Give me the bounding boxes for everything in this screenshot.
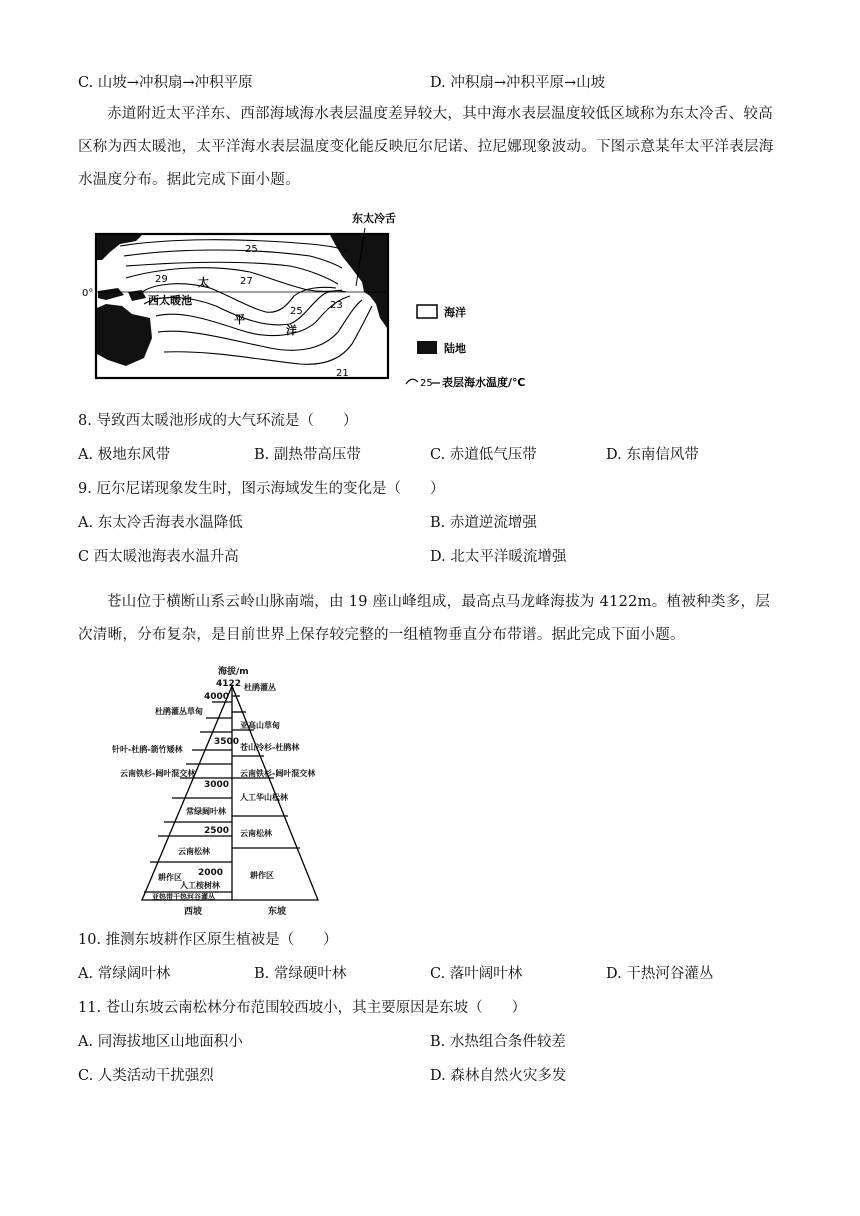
q8-option-a: A. 极地东风带 (78, 447, 171, 463)
q10-option-d: D. 干热河谷灌丛 (606, 966, 714, 982)
legend-isotherm-label: 表层海水温度/℃ (442, 376, 526, 389)
west-zone-8: 亚热带干热河谷灌丛 (152, 893, 215, 901)
q10-option-b: B. 常绿硬叶林 (254, 966, 347, 982)
west-zone-7: 人工桉树林 (180, 881, 220, 890)
east-zone-4: 云南铁杉-阔叶混交林 (240, 769, 316, 778)
q9-option-a: A. 东太冷舌海表水温降低 (78, 515, 243, 531)
isotherm-25-mid-label: 25 (290, 306, 303, 317)
label-cold-tongue: 东太冷舌 (352, 212, 396, 225)
legend-ocean-swatch (417, 305, 437, 318)
q10-stem: 10. 推测东坡耕作区原生植被是（ ） (78, 932, 338, 948)
isotherm-23-label: 23 (330, 300, 343, 311)
q9-option-c: C 西太暖池海表水温升高 (78, 549, 239, 565)
isotherm-29-label: 29 (155, 274, 168, 285)
west-zone-4: 常绿阔叶林 (186, 807, 226, 816)
east-zone-5: 人工华山松林 (240, 793, 288, 802)
elev-2000-label: 2000 (198, 868, 224, 878)
q11-option-a: A. 同海拔地区山地面积小 (78, 1034, 243, 1050)
legend-ocean-label: 海洋 (444, 306, 466, 319)
q11-option-c: C. 人类活动干扰强烈 (78, 1068, 214, 1084)
west-slope-label: 西坡 (184, 907, 203, 917)
q8-option-d: D. 东南信风带 (606, 447, 699, 463)
elev-peak-label: 4122 (216, 679, 242, 689)
label-warm-pool: 西太暖池 (148, 294, 192, 307)
isotherm-21-label: 21 (336, 368, 349, 379)
q11-stem: 11. 苍山东坡云南松林分布范围较西坡小，其主要原因是东坡（ ） (78, 1000, 527, 1016)
q9-stem: 9. 厄尔尼诺现象发生时，图示海域发生的变化是（ ） (78, 481, 445, 497)
east-zone-2: 亚高山草甸 (240, 721, 280, 730)
legend-isotherm-line (406, 379, 418, 384)
east-slope-label: 东坡 (268, 907, 287, 917)
isotherm-27-label: 27 (240, 276, 253, 287)
west-zone-5: 云南松林 (178, 847, 210, 856)
elev-3000-label: 3000 (204, 780, 230, 790)
q9-option-b: B. 赤道逆流增强 (430, 515, 537, 531)
legend-isotherm-value: 25 (420, 378, 433, 389)
east-zone-3: 苍山冷杉-杜鹃林 (240, 743, 300, 752)
east-zone-1: 杜鹃灌丛 (244, 683, 276, 692)
q10-option-c: C. 落叶阔叶林 (430, 966, 523, 982)
cangshan-vegetation-diagram (100, 666, 390, 922)
legend-land-label: 陆地 (444, 342, 466, 355)
q8-option-c: C. 赤道低气压带 (430, 447, 537, 463)
pacific-sst-map (80, 208, 550, 394)
west-zone-6: 耕作区 (158, 873, 182, 882)
q11-option-b: B. 水热组合条件较差 (430, 1034, 566, 1050)
isotherm-25-top-label: 25 (245, 244, 258, 255)
elev-3500-label: 3500 (214, 737, 240, 747)
q8-option-b: B. 副热带高压带 (254, 447, 361, 463)
west-zone-3: 云南铁杉-阔叶混交林 (120, 769, 196, 778)
mountain-profile (142, 686, 318, 900)
q9-option-d: D. 北太平洋暖流增强 (430, 549, 567, 565)
label-tai: 太 (198, 276, 209, 289)
cangshan-intro-paragraph: 苍山位于横断山系云岭山脉南端，由 19 座山峰组成，最高点马龙峰海拔为 4122m。植被种类多，层次清晰，分布复杂，是目前世界上保存较完整的一组植物垂直分布带谱。据此完成下面小题。 (78, 594, 771, 643)
east-zone-6: 云南松林 (240, 829, 272, 838)
q8-stem: 8. 导致西太暖池形成的大气环流是（ ） (78, 413, 358, 429)
label-yang: 洋 (286, 324, 297, 337)
label-latitude-0: 0° (82, 288, 94, 299)
pacific-intro-paragraph: 赤道附近太平洋东、西部海域海水表层温度差异较大，其中海水表层温度较低区域称为东太冷舌、较高区称为西太暖池，太平洋海水表层温度变化能反映厄尔尼诺、拉尼娜现象波动。下图示意某年太平洋表层海水温度分布。据此完成下面小题。 (78, 106, 774, 188)
q11-option-d: D. 森林自然火灾多发 (430, 1068, 567, 1084)
elev-2500-label: 2500 (204, 826, 230, 836)
axis-title: 海拔/m (218, 667, 249, 677)
label-ping: 平 (234, 313, 245, 326)
west-zone-2: 针叶-杜鹃-箭竹矮林 (112, 745, 183, 754)
legend-land-swatch (417, 341, 437, 354)
elev-4000-label: 4000 (204, 692, 230, 702)
west-zone-1: 杜鹃灌丛草甸 (155, 707, 203, 716)
east-zone-7: 耕作区 (250, 871, 274, 880)
q7-option-c: C. 山坡→冲积扇→冲积平原 (78, 75, 253, 91)
q7-option-d: D. 冲积扇→冲积平原→山坡 (430, 75, 606, 91)
q10-option-a: A. 常绿阔叶林 (78, 966, 171, 982)
